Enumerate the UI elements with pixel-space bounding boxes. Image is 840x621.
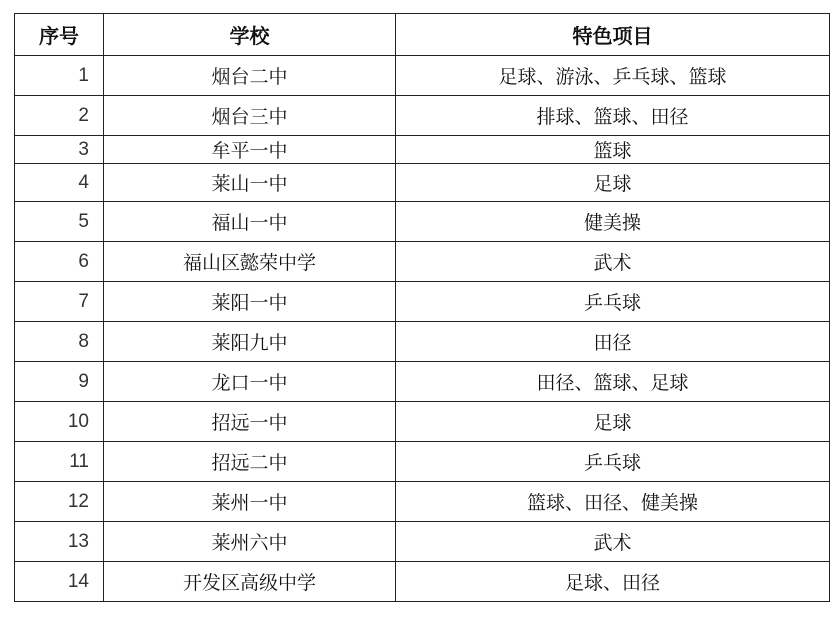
row-feature: 足球 [396,402,830,442]
row-school: 福山一中 [104,202,396,242]
row-feature: 篮球 [396,136,830,164]
row-num: 10 [15,402,104,442]
row-school: 龙口一中 [104,362,396,402]
row-feature: 排球、篮球、田径 [396,96,830,136]
row-feature: 足球、田径 [396,562,830,602]
row-feature: 乒乓球 [396,442,830,482]
row-school: 烟台二中 [104,56,396,96]
row-school: 莱州一中 [104,482,396,522]
row-num: 11 [15,442,104,482]
table-row [15,402,830,442]
row-num: 6 [15,242,104,282]
header-row [15,14,830,56]
row-school: 招远二中 [104,442,396,482]
row-school: 开发区高级中学 [104,562,396,602]
table-row [15,96,830,136]
table-row [15,562,830,602]
row-school: 莱州六中 [104,522,396,562]
row-feature: 武术 [396,522,830,562]
row-feature: 乒乓球 [396,282,830,322]
table-row [15,322,830,362]
row-school: 莱山一中 [104,164,396,202]
table-row [15,482,830,522]
row-school: 莱阳九中 [104,322,396,362]
row-school: 牟平一中 [104,136,396,164]
row-num: 2 [15,96,104,136]
row-num: 12 [15,482,104,522]
row-num: 1 [15,56,104,96]
sports-schools-table [14,13,830,602]
row-feature: 田径、篮球、足球 [396,362,830,402]
row-feature: 足球 [396,164,830,202]
row-num: 4 [15,164,104,202]
row-feature: 健美操 [396,202,830,242]
row-feature: 足球、游泳、乒乓球、篮球 [396,56,830,96]
header-feature: 特色项目 [396,14,830,56]
table-row [15,242,830,282]
row-num: 5 [15,202,104,242]
row-school: 烟台三中 [104,96,396,136]
table-row [15,202,830,242]
row-num: 9 [15,362,104,402]
row-feature: 田径 [396,322,830,362]
table-row [15,522,830,562]
table-row [15,56,830,96]
table-row [15,282,830,322]
row-feature: 篮球、田径、健美操 [396,482,830,522]
row-num: 13 [15,522,104,562]
table-row [15,442,830,482]
row-num: 14 [15,562,104,602]
row-school: 福山区懿荣中学 [104,242,396,282]
row-feature: 武术 [396,242,830,282]
row-num: 3 [15,136,104,164]
header-school: 学校 [104,14,396,56]
header-num: 序号 [15,14,104,56]
row-school: 招远一中 [104,402,396,442]
row-num: 7 [15,282,104,322]
table-row [15,164,830,202]
row-num: 8 [15,322,104,362]
table-row [15,362,830,402]
table-row [15,136,830,164]
row-school: 莱阳一中 [104,282,396,322]
